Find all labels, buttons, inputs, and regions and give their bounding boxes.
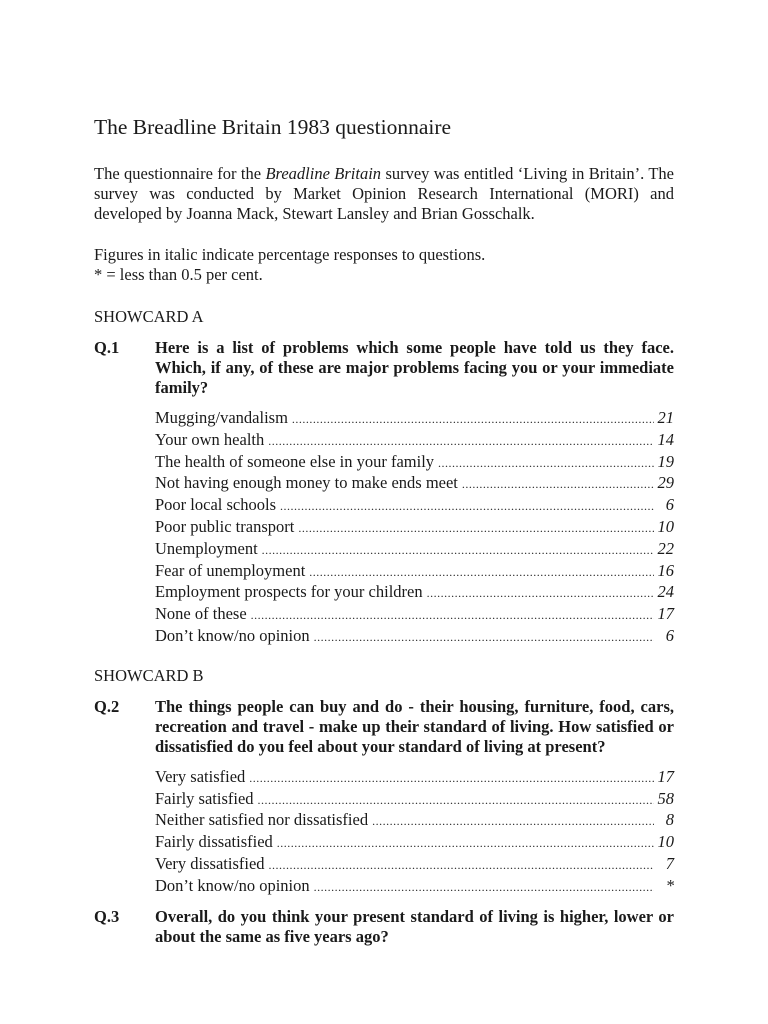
dot-leader: [251, 606, 654, 626]
question-3: [94, 907, 674, 947]
answer-option-label: Unemployment: [155, 538, 258, 558]
question-2-text: The things people can buy and do - their housing, furniture, food, cars, recreation and travel - make up their standard of living. How satisfied or dissatisfied do you feel about your standard of living at present?: [155, 696, 674, 756]
question-1-options: [155, 408, 674, 648]
answer-option-percentage: 19: [657, 451, 674, 471]
answer-option-label: Fear of unemployment: [155, 560, 306, 580]
dot-leader: [269, 856, 654, 876]
answer-option: [155, 832, 674, 854]
note-italic-figures: Figures in italic indicate percentage responses to questions.: [94, 244, 486, 264]
answer-option-percentage: 8: [665, 810, 674, 830]
question-3-text: Overall, do you think your present standard of living is higher, lower or about the same as five years ago?: [155, 907, 674, 947]
answer-option-label: Employment prospects for your children: [155, 582, 423, 602]
answer-option-percentage: 14: [657, 429, 674, 449]
question-1-text: Here is a list of problems which some people have told us they face. Which, if any, of these are major problems facing you or your immediate family?: [155, 337, 674, 397]
dot-leader: [438, 454, 653, 474]
intro-paragraph: [94, 164, 674, 224]
answer-option-label: Very satisfied: [155, 766, 246, 786]
answer-option-percentage: 24: [657, 582, 674, 602]
answer-option-percentage: 10: [657, 832, 674, 852]
answer-option: [155, 452, 674, 474]
question-2: [94, 697, 674, 757]
question-3-number: Q.3: [94, 907, 120, 927]
answer-option-percentage: 7: [665, 853, 674, 873]
answer-option-percentage: 6: [665, 495, 674, 515]
answer-option: [155, 854, 674, 876]
question-1: [94, 338, 674, 398]
answer-option-percentage: 21: [657, 407, 674, 427]
answer-option-percentage: *: [665, 875, 674, 895]
answer-option: [155, 789, 674, 811]
answer-option: [155, 876, 674, 898]
intro-text-after: survey was entitled ‘Living in Britain’. The survey was conducted by Market Opinion Research International (MORI) and developed by Joanna Mack, Stewart Lansley and Brian Gosschalk.: [94, 163, 674, 223]
question-2-options: [155, 767, 674, 898]
answer-option-label: Don’t know/no opinion: [155, 875, 310, 895]
intro-text-before: The questionnaire for the: [94, 163, 266, 183]
answer-option-label: Not having enough money to make ends meet: [155, 473, 458, 493]
answer-option-label: Poor public transport: [155, 516, 295, 536]
dot-leader: [298, 519, 653, 539]
answer-option: [155, 582, 674, 604]
document-page: [94, 114, 674, 957]
intro-survey-name: Breadline Britain: [265, 163, 382, 183]
answer-option: [155, 561, 674, 583]
answer-option-label: None of these: [155, 604, 247, 624]
answer-option-label: Poor local schools: [155, 495, 276, 515]
question-2-number: Q.2: [94, 696, 120, 716]
answer-option-percentage: 29: [657, 473, 674, 493]
dot-leader: [280, 497, 654, 517]
dot-leader: [314, 878, 654, 898]
answer-option-label: The health of someone else in your family: [155, 451, 435, 471]
answer-option: [155, 473, 674, 495]
page-title: The Breadline Britain 1983 questionnaire: [94, 115, 452, 139]
answer-option: [155, 604, 674, 626]
dot-leader: [262, 541, 654, 561]
answer-option-label: Don’t know/no opinion: [155, 625, 310, 645]
showcard-a-heading: SHOWCARD A: [94, 306, 204, 326]
answer-option-percentage: 17: [657, 766, 674, 786]
dot-leader: [277, 834, 654, 854]
answer-option-percentage: 22: [657, 538, 674, 558]
dot-leader: [292, 410, 654, 430]
answer-option-label: Your own health: [155, 429, 265, 449]
answer-option-percentage: 6: [665, 625, 674, 645]
dot-leader: [249, 769, 653, 789]
dot-leader: [462, 475, 654, 495]
dot-leader: [309, 563, 653, 583]
answer-option-label: Neither satisfied nor dissatisfied: [155, 810, 369, 830]
dot-leader: [258, 791, 654, 811]
showcard-b-heading: SHOWCARD B: [94, 665, 204, 685]
answer-option-percentage: 10: [657, 516, 674, 536]
answer-option: [155, 539, 674, 561]
answer-option: [155, 495, 674, 517]
answer-option: [155, 767, 674, 789]
answer-option-percentage: 16: [657, 560, 674, 580]
dot-leader: [314, 628, 654, 648]
answer-option: [155, 810, 674, 832]
note-asterisk: * = less than 0.5 per cent.: [94, 264, 263, 284]
dot-leader: [427, 584, 654, 604]
answer-option-label: Fairly dissatisfied: [155, 832, 273, 852]
answer-option-label: Very dissatisfied: [155, 853, 265, 873]
answer-option-label: Mugging/vandalism: [155, 407, 288, 427]
answer-option: [155, 430, 674, 452]
dot-leader: [372, 812, 654, 832]
answer-option-percentage: 58: [657, 788, 674, 808]
dot-leader: [268, 432, 653, 452]
notes: [94, 245, 674, 285]
answer-option-percentage: 17: [657, 604, 674, 624]
question-1-number: Q.1: [94, 337, 120, 357]
answer-option-label: Fairly satisfied: [155, 788, 254, 808]
answer-option: [155, 408, 674, 430]
answer-option: [155, 626, 674, 648]
answer-option: [155, 517, 674, 539]
